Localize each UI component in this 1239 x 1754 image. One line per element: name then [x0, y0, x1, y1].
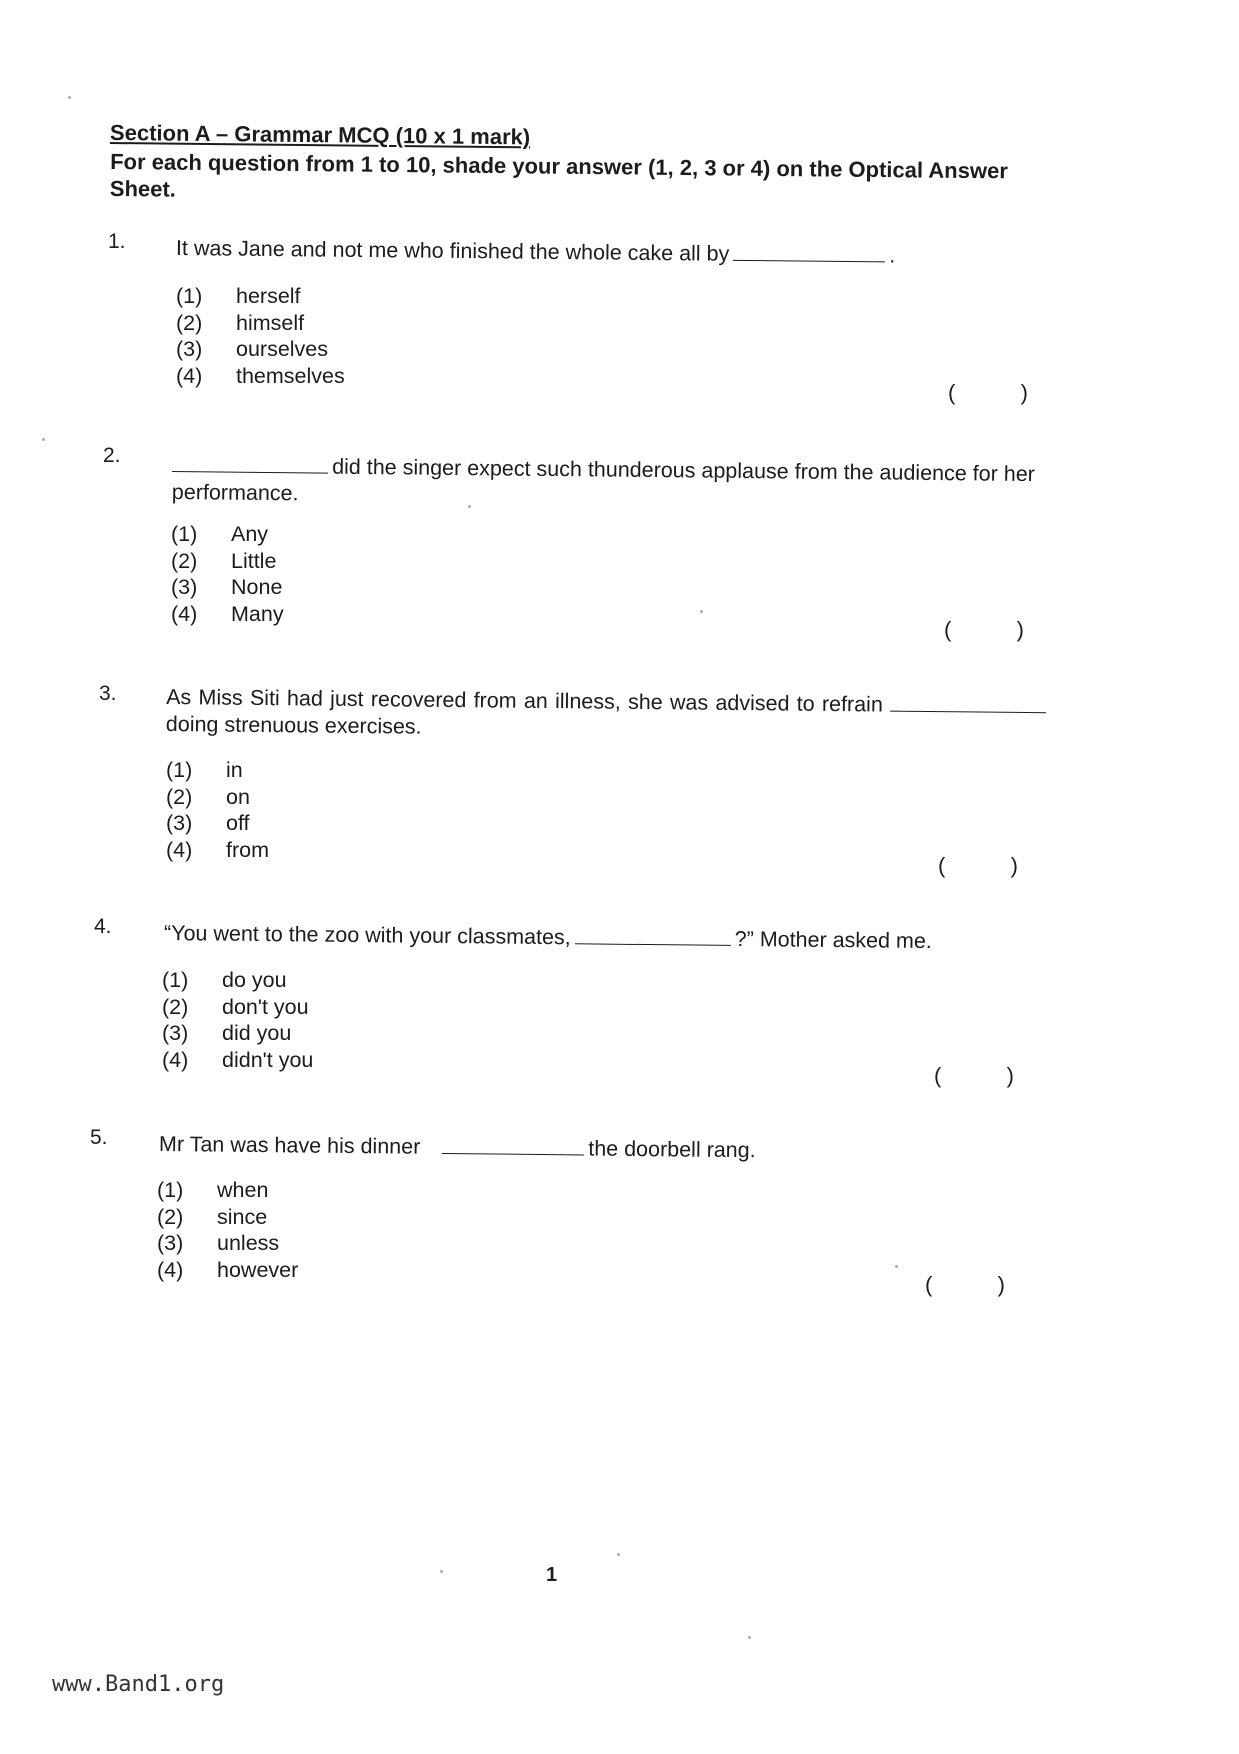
option-1[interactable] [166, 758, 269, 785]
answer-box-close: ) [1006, 1063, 1014, 1088]
answer-box[interactable] [948, 380, 1028, 410]
options-list [157, 1178, 298, 1284]
options-list [171, 522, 284, 628]
options-list [162, 968, 313, 1074]
answer-box-close: ) [1010, 853, 1018, 878]
answer-box[interactable] [938, 853, 1018, 883]
scan-speck [42, 438, 45, 441]
answer-box-close: ) [1016, 617, 1024, 642]
option-text: did you [222, 1021, 292, 1045]
watermark: www.Band1.org [52, 1672, 225, 1697]
question-text [172, 452, 1053, 515]
option-4[interactable] [157, 1258, 298, 1285]
question-text-after: the doorbell rang. [588, 1136, 756, 1163]
question-text-before: It was Jane and not me who finished the whole cake all by [175, 236, 730, 266]
option-label: (4) [157, 1257, 184, 1282]
option-1[interactable] [162, 968, 313, 995]
answer-blank [575, 925, 731, 946]
option-4[interactable] [162, 1048, 313, 1075]
option-label: (4) [162, 1047, 189, 1072]
question-text-after: did the singer expect such thunderous applause from the audience for her performance. [171, 454, 1036, 506]
section-title: Section A – Grammar MCQ (10 x 1 mark) [109, 120, 531, 150]
option-label: (1) [157, 1178, 184, 1202]
question-number: 2. [103, 444, 121, 467]
question-text-before: As Miss Siti had just recovered from an illness, she was advised to refrain [166, 685, 883, 717]
option-text: in [226, 758, 243, 782]
option-3[interactable] [176, 337, 345, 364]
option-label: (4) [171, 601, 198, 626]
option-2[interactable] [166, 785, 269, 812]
option-text: Little [231, 548, 277, 573]
answer-box[interactable] [925, 1272, 1005, 1302]
scan-speck [68, 96, 71, 99]
option-label: (3) [162, 1021, 189, 1045]
option-text: when [217, 1178, 269, 1202]
option-label: (4) [176, 363, 203, 388]
option-text: herself [236, 284, 301, 308]
scan-speck [468, 505, 471, 508]
answer-blank [733, 242, 885, 263]
answer-box-open: ( [948, 380, 956, 405]
option-1[interactable] [171, 522, 284, 549]
option-text: None [231, 575, 283, 599]
answer-blank [890, 693, 1046, 714]
option-text: ourselves [236, 337, 329, 361]
option-text: do you [222, 968, 287, 992]
option-text: unless [217, 1231, 280, 1255]
option-3[interactable] [157, 1231, 298, 1258]
option-label: (1) [176, 284, 203, 308]
option-2[interactable] [171, 549, 284, 576]
option-1[interactable] [157, 1178, 298, 1205]
scan-speck [748, 1636, 751, 1639]
scan-speck [895, 1265, 898, 1268]
option-text: from [226, 837, 269, 862]
answer-box-close: ) [1020, 380, 1028, 405]
option-text: off [226, 811, 250, 835]
answer-box-open: ( [938, 853, 946, 878]
option-text: don't you [222, 994, 309, 1019]
option-label: (3) [171, 575, 198, 599]
scan-speck [617, 1553, 620, 1556]
options-list [166, 758, 269, 864]
section-instructions: For each question from 1 to 10, shade your answer (1, 2, 3 or 4) on the Optical Answer Sheet. [109, 149, 1008, 202]
option-text: Many [231, 601, 284, 626]
option-label: (2) [162, 994, 189, 1019]
question-text [159, 1131, 1039, 1167]
option-label: (1) [171, 522, 198, 546]
option-text: themselves [236, 363, 345, 388]
option-text: since [217, 1204, 268, 1229]
option-label: (2) [166, 784, 193, 809]
answer-box-open: ( [944, 617, 952, 642]
question-text [166, 684, 1051, 747]
option-label: (4) [166, 837, 193, 862]
scan-speck [440, 1570, 443, 1573]
question-number: 3. [99, 682, 117, 705]
option-label: (2) [171, 548, 198, 573]
option-label: (3) [157, 1231, 184, 1255]
question-text-before: Mr Tan was have his dinner [158, 1132, 421, 1159]
page-number: 1 [546, 1564, 558, 1586]
option-3[interactable] [171, 575, 284, 602]
option-1[interactable] [176, 284, 345, 311]
question-text-after: doing strenuous exercises. [165, 711, 422, 739]
option-label: (1) [162, 968, 189, 992]
answer-box-close: ) [997, 1272, 1005, 1297]
option-text: Any [231, 522, 269, 546]
option-4[interactable] [171, 602, 284, 629]
option-label: (1) [166, 758, 193, 782]
option-2[interactable] [157, 1205, 298, 1232]
answer-box[interactable] [944, 617, 1024, 647]
options-list [176, 284, 345, 390]
option-label: (2) [176, 310, 203, 335]
option-text: himself [236, 310, 305, 335]
option-text: on [226, 784, 250, 809]
answer-box-open: ( [925, 1272, 933, 1297]
question-number: 4. [94, 915, 112, 938]
option-3[interactable] [162, 1021, 313, 1048]
scan-speck [700, 610, 703, 613]
option-label: (3) [166, 811, 193, 835]
option-label: (3) [176, 337, 203, 361]
question-text-after: ?” Mother asked me. [734, 926, 932, 954]
question-text [176, 235, 1056, 271]
question-text-after: . [889, 243, 896, 268]
option-text: didn't you [222, 1047, 314, 1072]
option-label: (2) [157, 1204, 184, 1229]
answer-blank [172, 453, 328, 474]
option-4[interactable] [166, 838, 269, 865]
option-text: however [217, 1257, 299, 1282]
option-2[interactable] [162, 995, 313, 1022]
answer-box[interactable] [934, 1063, 1014, 1093]
option-3[interactable] [166, 811, 269, 838]
answer-blank [442, 1135, 584, 1155]
question-text [164, 920, 1044, 956]
question-number: 1. [108, 230, 126, 253]
option-2[interactable] [176, 311, 345, 338]
question-text-before: “You went to the zoo with your classmates, [163, 921, 571, 950]
answer-box-open: ( [934, 1063, 942, 1088]
question-number: 5. [90, 1126, 108, 1149]
option-4[interactable] [176, 364, 345, 391]
